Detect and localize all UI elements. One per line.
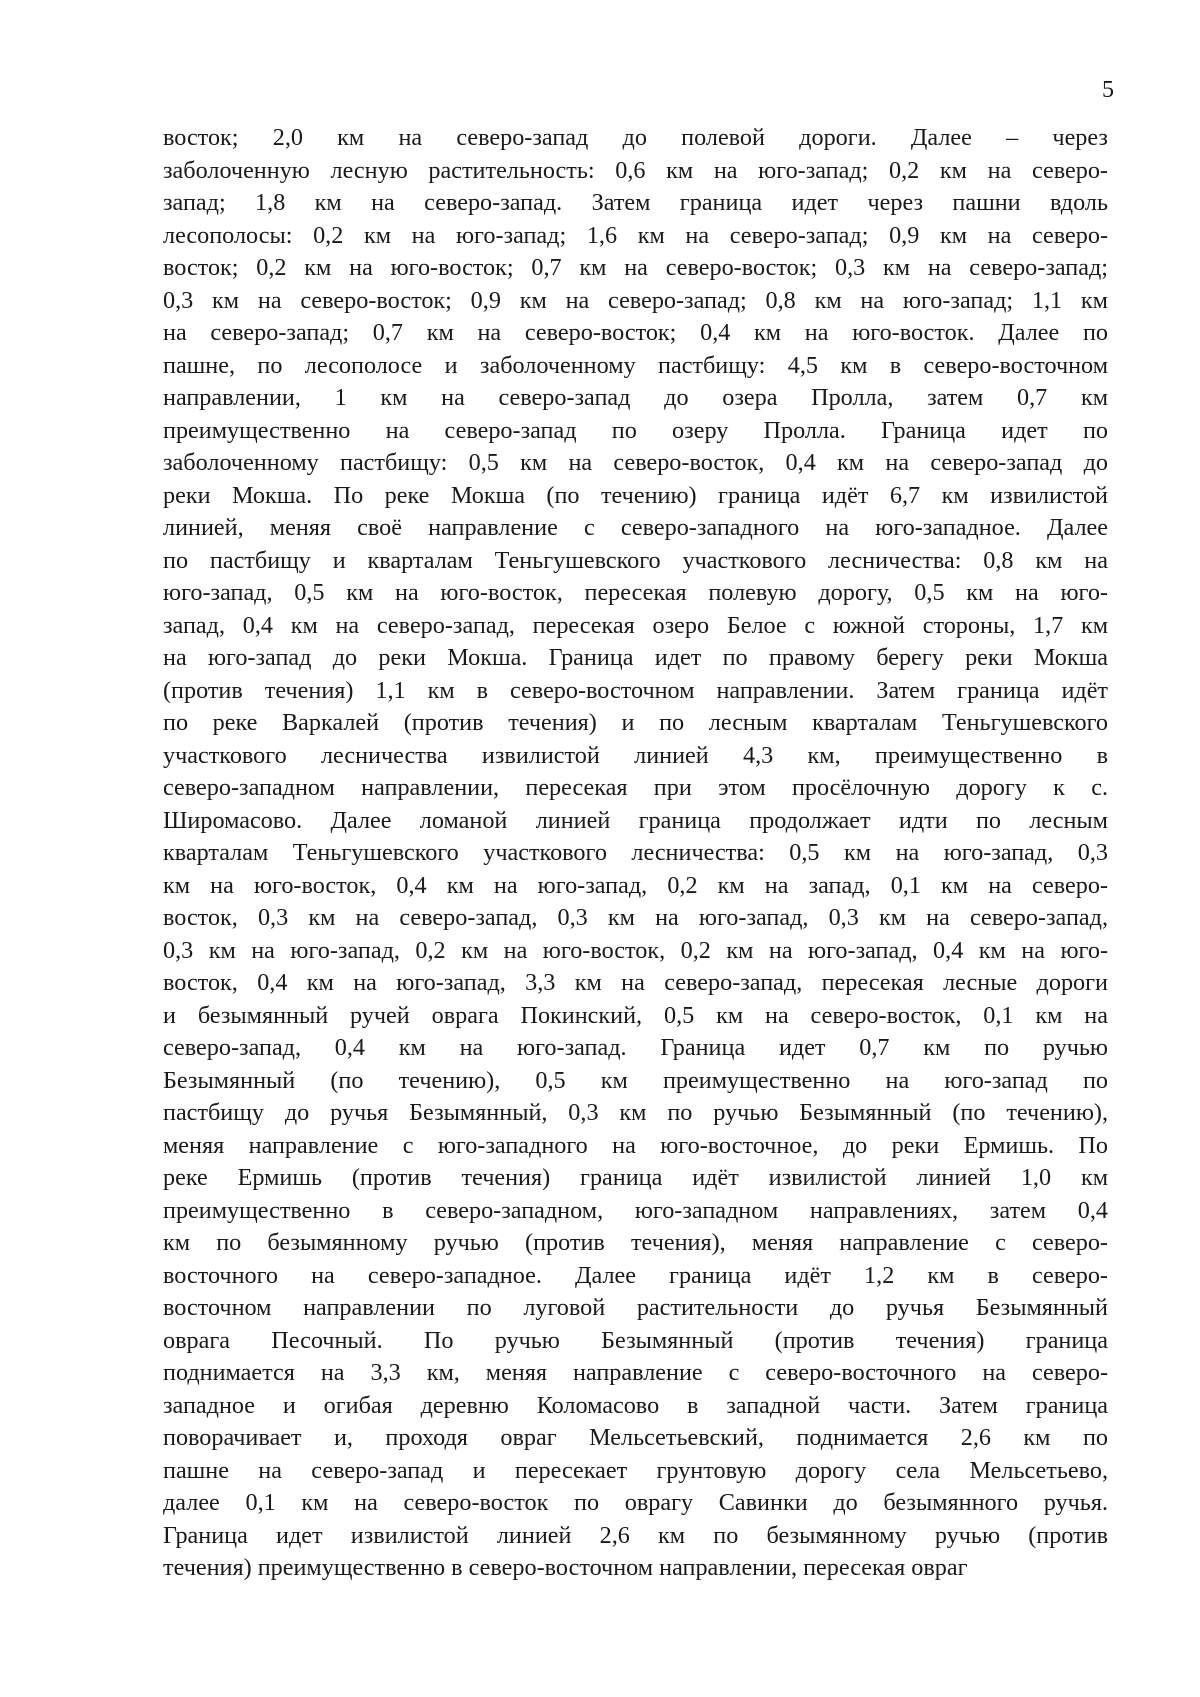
text-line: восток, 0,4 км на юго-запад, 3,3 км на северо-запад, пересекая лесные дороги — [163, 969, 1108, 996]
text-line: течения) преимущественно в северо-восточном направлении, пересекая овраг — [163, 1554, 968, 1581]
text-line: оврага Песочный. По ручью Безымянный (против течения) граница — [163, 1326, 1108, 1354]
text-line: реки Мокша. По реке Мокша (по течению) граница идёт 6,7 км извилистой — [163, 481, 1108, 509]
text-line: по реке Варкалей (против течения) и по лесным кварталам Теньгушевского — [163, 709, 1108, 736]
text-line: на юго-запад до реки Мокша. Граница идет по правому берегу реки Мокша — [163, 644, 1108, 671]
page-number: 5 — [1102, 77, 1114, 103]
text-line: запад, 0,4 км на северо-запад, пересекая озеро Белое с южной стороны, 1,7 км — [163, 611, 1108, 639]
text-line: направлении, 1 км на северо-запад до озера Пролла, затем 0,7 км — [163, 384, 1108, 411]
text-line: восток; 0,2 км на юго-восток; 0,7 км на северо-восток; 0,3 км на северо-запад; — [163, 254, 1108, 281]
text-line: пастбищу до ручья Безымянный, 0,3 км по ручью Безымянный (по течению), — [163, 1099, 1108, 1126]
text-line: меняя направление с юго-западного на юго-восточное, до реки Ермишь. По — [163, 1131, 1108, 1159]
text-line: восток; 2,0 км на северо-запад до полевой дороги. Далее – через — [163, 124, 1108, 151]
text-line: по пастбищу и кварталам Теньгушевского участкового лесничества: 0,8 км на — [163, 546, 1108, 574]
text-line: 0,3 км на юго-запад, 0,2 км на юго-восток, 0,2 км на юго-запад, 0,4 км на юго- — [163, 936, 1108, 964]
text-line: восток, 0,3 км на северо-запад, 0,3 км на юго-запад, 0,3 км на северо-запад, — [163, 904, 1108, 931]
text-line: поворачивает и, проходя овраг Мельсетьевский, поднимается 2,6 км по — [163, 1424, 1108, 1451]
text-line: северо-запад, 0,4 км на юго-запад. Граница идет 0,7 км по ручью — [163, 1034, 1108, 1061]
text-line: реке Ермишь (против течения) граница идёт извилистой линией 1,0 км — [163, 1164, 1108, 1191]
text-line: пашне, по лесополосе и заболоченному пастбищу: 4,5 км в северо-восточном — [163, 351, 1108, 379]
text-line: восточного на северо-западное. Далее граница идёт 1,2 км в северо- — [163, 1261, 1108, 1289]
text-line: заболоченную лесную растительность: 0,6 км на юго-запад; 0,2 км на северо- — [163, 156, 1108, 184]
text-line: Граница идет извилистой линией 2,6 км по безымянному ручью (против — [163, 1521, 1108, 1549]
text-line: участкового лесничества извилистой линией 4,3 км, преимущественно в — [163, 741, 1108, 769]
text-line: и безымянный ручей оврага Покинский, 0,5 км на северо-восток, 0,1 км на — [163, 1001, 1108, 1029]
text-line: далее 0,1 км на северо-восток по оврагу Савинки до безымянного ручья. — [163, 1489, 1108, 1516]
text-line: (против течения) 1,1 км в северо-восточном направлении. Затем граница идёт — [163, 676, 1108, 704]
text-line: западное и огибая деревню Коломасово в западной части. Затем граница — [163, 1391, 1108, 1419]
text-line: восточном направлении по луговой растительности до ручья Безымянный — [163, 1294, 1108, 1321]
text-line: км на юго-восток, 0,4 км на юго-запад, 0,2 км на запад, 0,1 км на северо- — [163, 871, 1108, 899]
text-line: 0,3 км на северо-восток; 0,9 км на северо-запад; 0,8 км на юго-запад; 1,1 км — [163, 286, 1108, 314]
text-line: поднимается на 3,3 км, меняя направление с северо-восточного на северо- — [163, 1359, 1108, 1386]
text-line: юго-запад, 0,5 км на юго-восток, пересекая полевую дорогу, 0,5 км на юго- — [163, 579, 1108, 606]
text-line: преимущественно в северо-западном, юго-западном направлениях, затем 0,4 — [163, 1196, 1108, 1224]
text-line: кварталам Теньгушевского участкового лесничества: 0,5 км на юго-запад, 0,3 — [163, 839, 1108, 866]
text-line: Безымянный (по течению), 0,5 км преимущественно на юго-запад по — [163, 1066, 1108, 1094]
text-line: Широмасово. Далее ломаной линией граница продолжает идти по лесным — [163, 806, 1108, 834]
text-line: северо-западном направлении, пересекая при этом просёлочную дорогу к с. — [163, 774, 1108, 801]
text-line: запад; 1,8 км на северо-запад. Затем граница идет через пашни вдоль — [163, 189, 1108, 216]
text-line: на северо-запад; 0,7 км на северо-восток; 0,4 км на юго-восток. Далее по — [163, 319, 1108, 346]
text-line: лесополосы: 0,2 км на юго-запад; 1,6 км на северо-запад; 0,9 км на северо- — [163, 221, 1108, 249]
text-line: линией, меняя своё направление с северо-западного на юго-западное. Далее — [163, 514, 1108, 541]
text-line: заболоченному пастбищу: 0,5 км на северо-восток, 0,4 км на северо-запад до — [163, 449, 1108, 476]
text-line: пашне на северо-запад и пересекает грунтовую дорогу села Мельсетьево, — [163, 1456, 1108, 1484]
text-line: км по безымянному ручью (против течения), меняя направление с северо- — [163, 1229, 1108, 1256]
text-line: преимущественно на северо-запад по озеру Пролла. Граница идет по — [163, 416, 1108, 444]
body-text — [163, 122, 1108, 1585]
